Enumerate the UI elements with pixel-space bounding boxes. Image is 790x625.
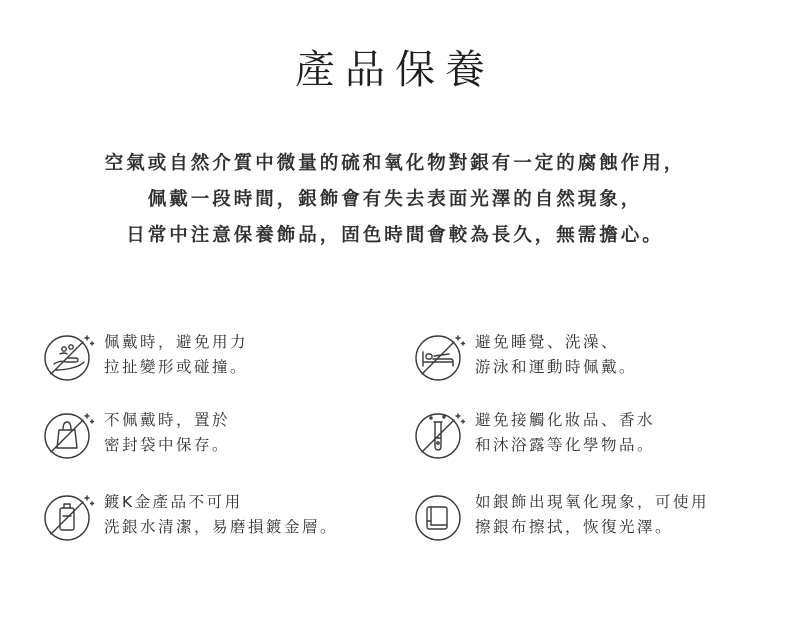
- care-item-no-sleep: [413, 330, 753, 390]
- care-item-line-2: 密封袋中保存。: [104, 436, 231, 454]
- care-item-line-2: 和沐浴露等化學物品。: [475, 436, 656, 454]
- care-item-no-force: [42, 330, 382, 390]
- care-item-text: [475, 330, 637, 380]
- care-item-text: [104, 490, 338, 540]
- intro-line-1: 空氣或自然介質中微量的硫和氧化物對銀有一定的腐蝕作用，: [104, 153, 686, 174]
- care-item-no-cleaning-liquid: [42, 490, 382, 550]
- care-item-text: [104, 330, 248, 380]
- care-item-line-1: 如銀飾出現氧化現象，可使用: [475, 493, 710, 511]
- care-item-line-1: 鍍K金產品不可用: [104, 493, 243, 511]
- care-item-sealed-bag: [42, 408, 382, 468]
- care-item-line-2: 拉扯變形或碰撞。: [104, 358, 249, 376]
- care-item-text: [475, 490, 709, 540]
- care-item-line-2: 游泳和運動時佩戴。: [475, 358, 638, 376]
- no-water-clean-icon: [42, 490, 98, 546]
- care-item-text: [475, 408, 655, 458]
- care-item-line-1: 不佩戴時，置於: [104, 411, 231, 429]
- care-item-line-1: 避免睡覺、洗澡、: [475, 333, 620, 351]
- care-item-text: [104, 408, 230, 458]
- sealed-bag-icon: [42, 408, 98, 464]
- cloth-icon: [413, 490, 469, 546]
- intro-line-3: 日常中注意保養飾品，固色時間會較為長久，無需擔心。: [126, 225, 664, 246]
- care-item-line-1: 佩戴時，避免用力: [104, 333, 249, 351]
- page-title: 產品保養: [295, 47, 495, 93]
- no-hand-force-icon: [42, 330, 98, 386]
- intro-paragraph: [0, 146, 790, 254]
- care-item-line-2: 擦銀布擦拭，恢復光澤。: [475, 518, 674, 536]
- care-item-polishing-cloth: [413, 490, 753, 550]
- care-item-line-1: 避免接觸化妝品、香水: [475, 411, 656, 429]
- care-item-no-chemicals: [413, 408, 753, 468]
- no-chemicals-icon: [413, 408, 469, 464]
- no-sleep-icon: [413, 330, 469, 386]
- care-item-line-2: 洗銀水清潔，易磨損鍍金層。: [104, 518, 339, 536]
- intro-line-2: 佩戴一段時間，銀飾會有失去表面光澤的自然現象，: [147, 189, 643, 210]
